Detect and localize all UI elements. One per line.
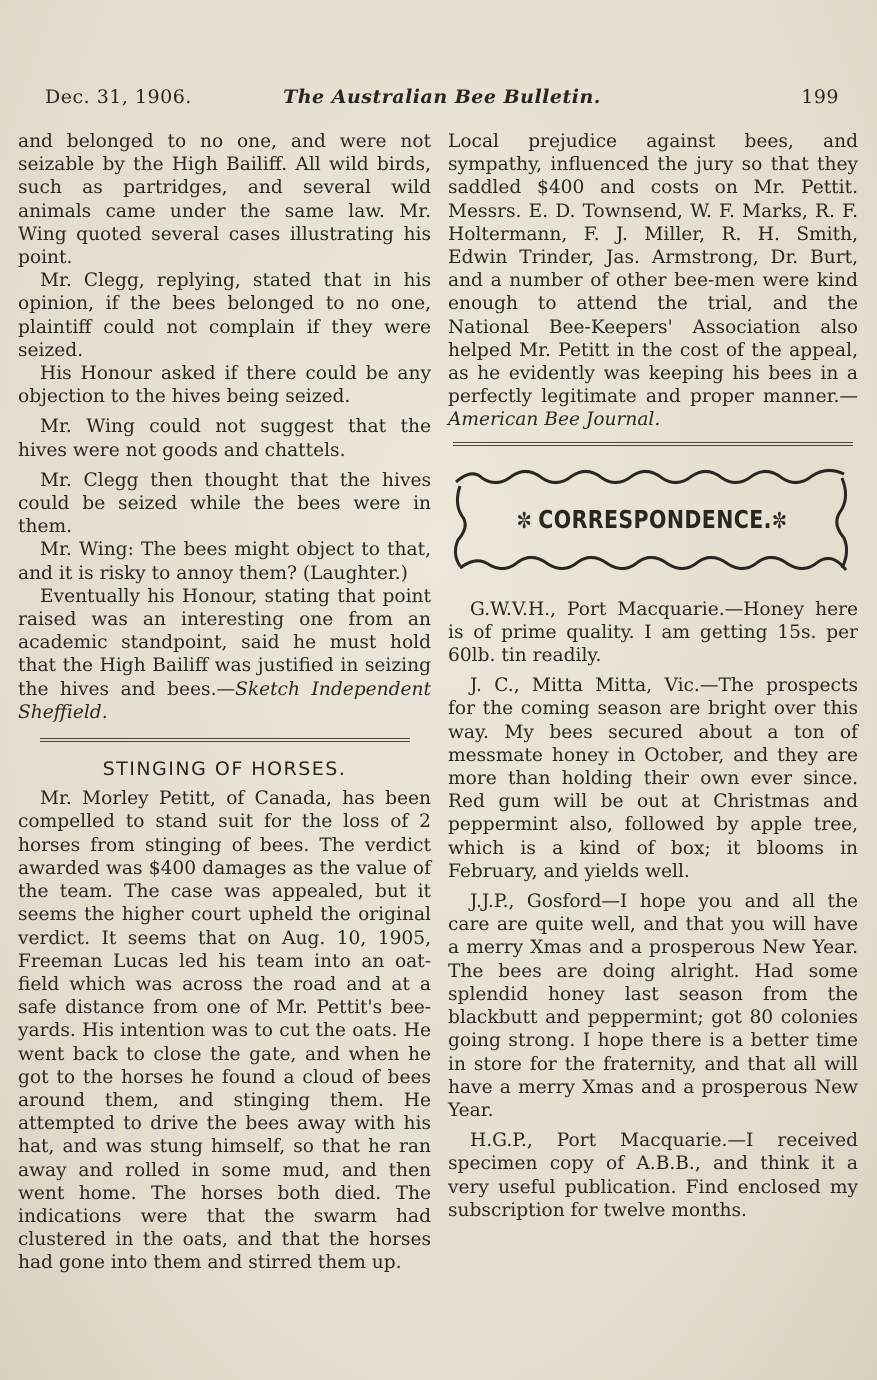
- banner-text: CORRESPONDENCE.: [538, 504, 772, 534]
- paragraph: [18, 585, 431, 724]
- paragraph: Mr. Clegg, replying, stated that in his opinion, if the bees belonged to no one, plaintiff could not complain if they were seized.: [18, 270, 431, 361]
- source-citation: American Bee Journal.: [448, 409, 661, 431]
- paragraph: His Honour asked if there could be any objection to the hives being seized.: [18, 363, 431, 408]
- divider-rule: [453, 442, 853, 446]
- paragraph: Mr. Wing: The bees might object to that, and it is risky to annoy them? (Laughter.): [18, 539, 431, 584]
- paragraph: J.J.P., Gosford—I hope you and all the care are quite well, and that you will have a merry Xmas and a prosperous New Year. The bees are doing alright. Had some splendid honey last season from the blackbutt and peppermint; got 80 colonies going strong. I hope there is a better time in store for the fraternity, and that all will have a merry Xmas and a prosperous New Year.: [448, 891, 858, 1121]
- issue-date: Dec. 31, 1906.: [45, 86, 192, 108]
- page-number: 199: [801, 86, 839, 108]
- paragraph: [448, 130, 858, 432]
- banner-title: [488, 504, 816, 534]
- fleuron-left-icon: ✼: [516, 508, 539, 534]
- divider-rule: [40, 738, 410, 742]
- paragraph: Mr. Morley Petitt, of Canada, has been compelled to stand suit for the loss of 2 horses from stinging of bees. The verdict awarded was $400 damages as the value of the team. The case was appealed, but it seems the higher court upheld the original verdict. It seems that on Aug. 10, 1905, Freeman Lucas led his team into an oat-field which was across the road and at a safe distance from one of Mr. Pettit's bee-yards. His intention was to cut the oats. He went back to close the gate, and when he got to the horses he found a cloud of bees around them, and stinging them. He attempted to drive the bees away with his hat, and was stung himself, so that he ran away and rolled in some mud, and then went home. The horses both died. The indications were that the swarm had clustered in the oats, and that the horses had gone into them and stirred them up.: [18, 788, 431, 1274]
- right-column: [448, 130, 858, 1222]
- correspondence-banner: [452, 464, 852, 584]
- paragraph: H.G.P., Port Macquarie.—I received specimen copy of A.B.B., and think it a very useful publication. Find enclosed my subscription for twelve months.: [448, 1130, 858, 1221]
- source-citation: Sketch Independent Sheffield.: [18, 678, 431, 723]
- fleuron-right-icon: ✼: [771, 508, 788, 534]
- left-column: [18, 130, 431, 1275]
- paragraph: and belonged to no one, and were not seizable by the High Bailiff. All wild birds, such as partridges, and several wild animals came under the same law. Mr. Wing quoted several cases illustrating his point.: [18, 131, 431, 269]
- paragraph-text: Eventually his Honour, stating that point raised was an interesting one from an academic standpoint, said he must hold that the High Bailiff was justified in seizing the hives and bees.—: [18, 585, 431, 700]
- paragraph: Mr. Wing could not suggest that the hives were not goods and chattels.: [18, 416, 431, 461]
- paragraph-text: Local prejudice against bees, and sympathy, influenced the jury so that they saddled $400 and costs on Mr. Pettit. Messrs. E. D. Townsend, W. F. Marks, R. F. Holtermann, F. J. Miller, R. H. Smith, Edwin Trinder, Jas. Armstrong, Dr. Burt, and a number of other bee-men were kind enough to attend the trial, and the National Bee-Keepers' Association also helped Mr. Petitt in the cost of the appeal, as he evidently was keeping his bees in a perfectly legitimate and proper manner.—: [448, 131, 858, 408]
- paragraph: G.W.V.H., Port Macquarie.—Honey here is of prime quality. I am getting 15s. per 60lb. tin readily.: [448, 598, 858, 667]
- section-heading: STINGING OF HORSES.: [102, 758, 347, 781]
- journal-title: The Australian Bee Bulletin.: [283, 86, 601, 108]
- paragraph: J. C., Mitta Mitta, Vic.—The prospects for the coming season are bright over this way. My bees secured about a ton of messmate honey in October, and they are more than holding their own ever since. Red gum will be out at Christmas and peppermint also, followed by apple tree, which is a kind of box; it blooms in February, and yields well.: [448, 675, 858, 882]
- paragraph: Mr. Clegg then thought that the hives could be seized while the bees were in them.: [18, 469, 431, 538]
- page-header: [45, 86, 839, 112]
